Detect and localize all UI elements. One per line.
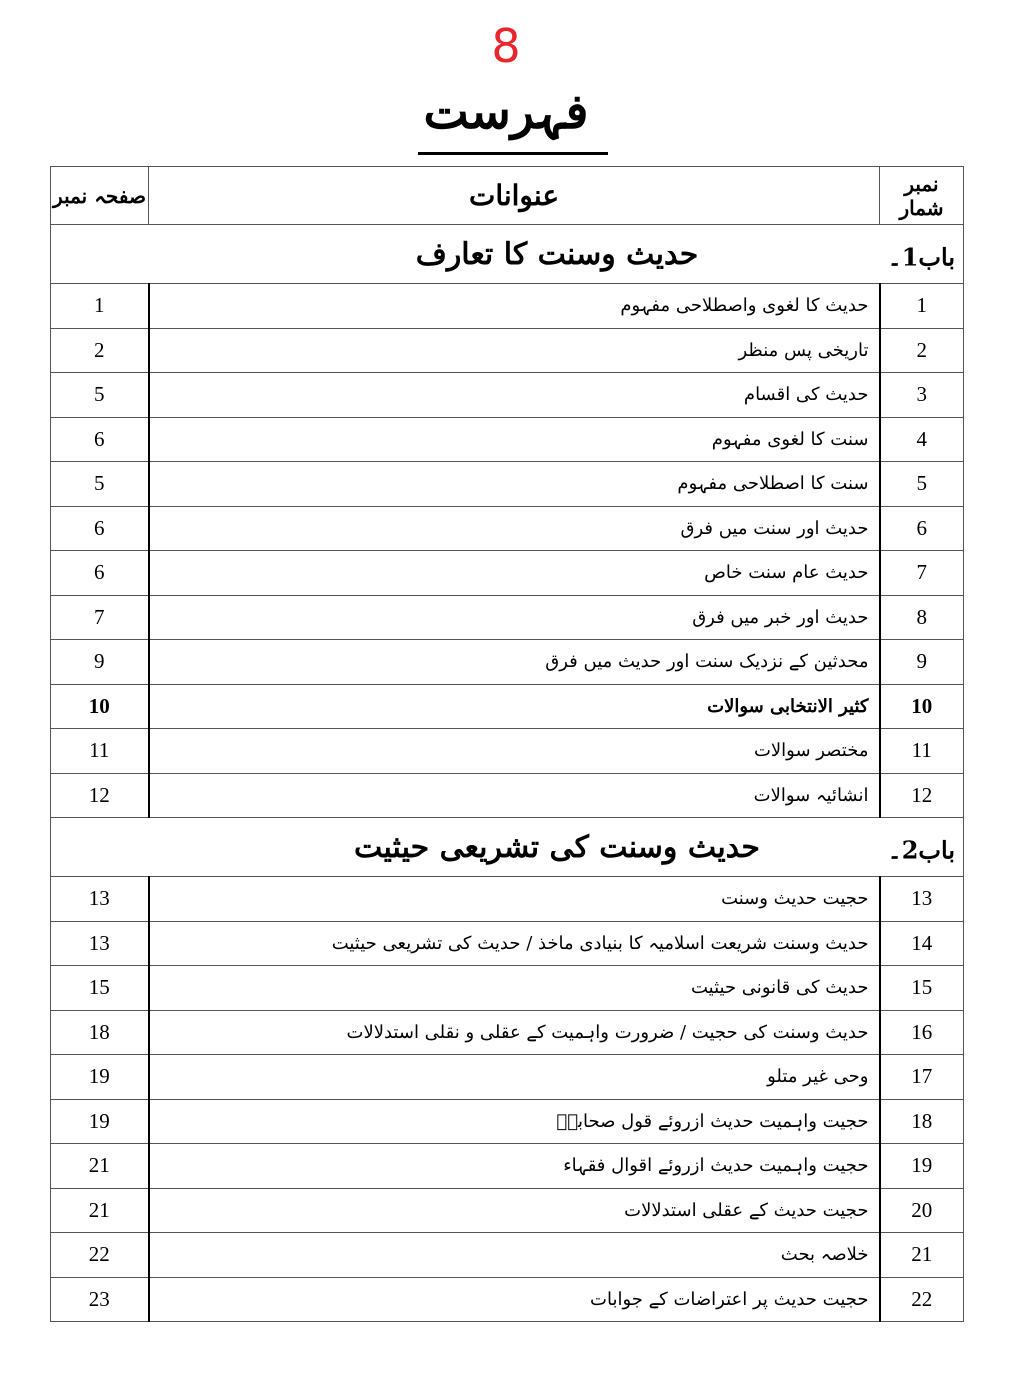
chapter-title: حدیث وسنت کی تشریعی حیثیت bbox=[354, 829, 760, 865]
serial-number: 21 bbox=[880, 1233, 964, 1278]
serial-number: 13 bbox=[880, 877, 964, 922]
page-number-cell: 21 bbox=[51, 1188, 149, 1233]
serial-number: 1 bbox=[880, 284, 964, 329]
serial-number: 10 bbox=[880, 684, 964, 729]
topic-title: انشائیہ سوالات bbox=[149, 773, 880, 818]
serial-number: 16 bbox=[880, 1010, 964, 1055]
page-number: 8 bbox=[491, 19, 521, 73]
table-row bbox=[51, 729, 964, 774]
serial-number: 9 bbox=[880, 640, 964, 685]
table-row bbox=[51, 284, 964, 329]
page-number-cell: 22 bbox=[51, 1233, 149, 1278]
page-number-cell: 10 bbox=[51, 684, 149, 729]
page-number-cell: 13 bbox=[51, 921, 149, 966]
table-row bbox=[51, 684, 964, 729]
page-number-cell: 2 bbox=[51, 328, 149, 373]
table-row bbox=[51, 551, 964, 596]
table-row bbox=[51, 595, 964, 640]
page-number-cell: 18 bbox=[51, 1010, 149, 1055]
page-number-cell: 23 bbox=[51, 1277, 149, 1322]
topic-title: تاریخی پس منظر bbox=[149, 328, 880, 373]
serial-number: 20 bbox=[880, 1188, 964, 1233]
page-number-cell: 1 bbox=[51, 284, 149, 329]
topic-title: کثیر الانتخابی سوالات bbox=[149, 684, 880, 729]
serial-number: 6 bbox=[880, 506, 964, 551]
page-number-cell: 5 bbox=[51, 462, 149, 507]
chapter-row bbox=[51, 818, 964, 877]
table-row bbox=[51, 328, 964, 373]
page-number-cell: 6 bbox=[51, 551, 149, 596]
topic-title: حدیث عام سنت خاص bbox=[149, 551, 880, 596]
page-number-cell: 9 bbox=[51, 640, 149, 685]
table-row bbox=[51, 506, 964, 551]
header-row bbox=[51, 167, 964, 225]
serial-number: 22 bbox=[880, 1277, 964, 1322]
table-row bbox=[51, 1010, 964, 1055]
serial-number: 5 bbox=[880, 462, 964, 507]
table-row bbox=[51, 417, 964, 462]
serial-number: 3 bbox=[880, 373, 964, 418]
table-row bbox=[51, 640, 964, 685]
topic-title: حدیث اور سنت میں فرق bbox=[149, 506, 880, 551]
table-row bbox=[51, 877, 964, 922]
page-number-cell: 12 bbox=[51, 773, 149, 818]
chapter-heading bbox=[51, 818, 964, 877]
topic-title: حجیت حدیث وسنت bbox=[149, 877, 880, 922]
serial-number: 2 bbox=[880, 328, 964, 373]
serial-number: 14 bbox=[880, 921, 964, 966]
chapter-title: حدیث وسنت کا تعارف bbox=[415, 236, 699, 272]
serial-number: 7 bbox=[880, 551, 964, 596]
topic-title: حدیث کی اقسام bbox=[149, 373, 880, 418]
table-row bbox=[51, 966, 964, 1011]
page-number-cell: 6 bbox=[51, 417, 149, 462]
topic-title: مختصر سوالات bbox=[149, 729, 880, 774]
page-number-cell: 5 bbox=[51, 373, 149, 418]
serial-number: 18 bbox=[880, 1099, 964, 1144]
chapter-heading bbox=[51, 225, 964, 284]
topic-title: حجیت واہمیت حدیث ازروئے اقوال فقہاء bbox=[149, 1144, 880, 1189]
table-row bbox=[51, 373, 964, 418]
serial-number: 8 bbox=[880, 595, 964, 640]
topic-title: سنت کا اصطلاحی مفہوم bbox=[149, 462, 880, 507]
topic-title: محدثین کے نزدیک سنت اور حدیث میں فرق bbox=[149, 640, 880, 685]
serial-number: 17 bbox=[880, 1055, 964, 1100]
topic-title: حدیث وسنت کی حجیت / ضرورت واہمیت کے عقلی و نقلی استدلالات bbox=[149, 1010, 880, 1055]
page-number-cell: 19 bbox=[51, 1055, 149, 1100]
topic-title: حجیت حدیث کے عقلی استدلالات bbox=[149, 1188, 880, 1233]
page-number-cell: 15 bbox=[51, 966, 149, 1011]
page-title: فہرست bbox=[423, 84, 589, 140]
topic-title: حدیث کا لغوی واصطلاحی مفہوم bbox=[149, 284, 880, 329]
title-underline bbox=[418, 152, 608, 155]
table-row bbox=[51, 1277, 964, 1322]
page-number-cell: 6 bbox=[51, 506, 149, 551]
topic-title: وحی غیر متلو bbox=[149, 1055, 880, 1100]
chapter-row bbox=[51, 225, 964, 284]
page-number-cell: 7 bbox=[51, 595, 149, 640]
table-of-contents bbox=[50, 166, 964, 1322]
chapter-label: باب2۔ bbox=[887, 835, 955, 865]
topic-title: سنت کا لغوی مفہوم bbox=[149, 417, 880, 462]
serial-number: 11 bbox=[880, 729, 964, 774]
topic-title: حدیث کی قانونی حیثیت bbox=[149, 966, 880, 1011]
chapter-label: باب1۔ bbox=[887, 242, 955, 272]
serial-number: 19 bbox=[880, 1144, 964, 1189]
topic-title: حدیث وسنت شریعت اسلامیہ کا بنیادی ماخذ / حدیث کی تشریعی حیثیت bbox=[149, 921, 880, 966]
table-row bbox=[51, 462, 964, 507]
page-number-cell: 11 bbox=[51, 729, 149, 774]
toc-body bbox=[51, 225, 964, 1322]
page-number-cell: 19 bbox=[51, 1099, 149, 1144]
header-topics: عنوانات bbox=[149, 167, 880, 225]
page-number-cell: 21 bbox=[51, 1144, 149, 1189]
header-page: صفحہ نمبر bbox=[51, 167, 149, 225]
topic-title: خلاصہ بحث bbox=[149, 1233, 880, 1278]
serial-number: 15 bbox=[880, 966, 964, 1011]
topic-title: حجیت حدیث پر اعتراضات کے جوابات bbox=[149, 1277, 880, 1322]
topic-title: حجیت واہمیت حدیث ازروئے قول صحابہؓ bbox=[149, 1099, 880, 1144]
table-row bbox=[51, 1099, 964, 1144]
table-row bbox=[51, 1055, 964, 1100]
table-row bbox=[51, 1233, 964, 1278]
table-row bbox=[51, 1144, 964, 1189]
header-serial: نمبر شمار bbox=[880, 167, 964, 225]
topic-title: حدیث اور خبر میں فرق bbox=[149, 595, 880, 640]
serial-number: 12 bbox=[880, 773, 964, 818]
serial-number: 4 bbox=[880, 417, 964, 462]
table-row bbox=[51, 773, 964, 818]
page-number-cell: 13 bbox=[51, 877, 149, 922]
table-row bbox=[51, 1188, 964, 1233]
table-row bbox=[51, 921, 964, 966]
